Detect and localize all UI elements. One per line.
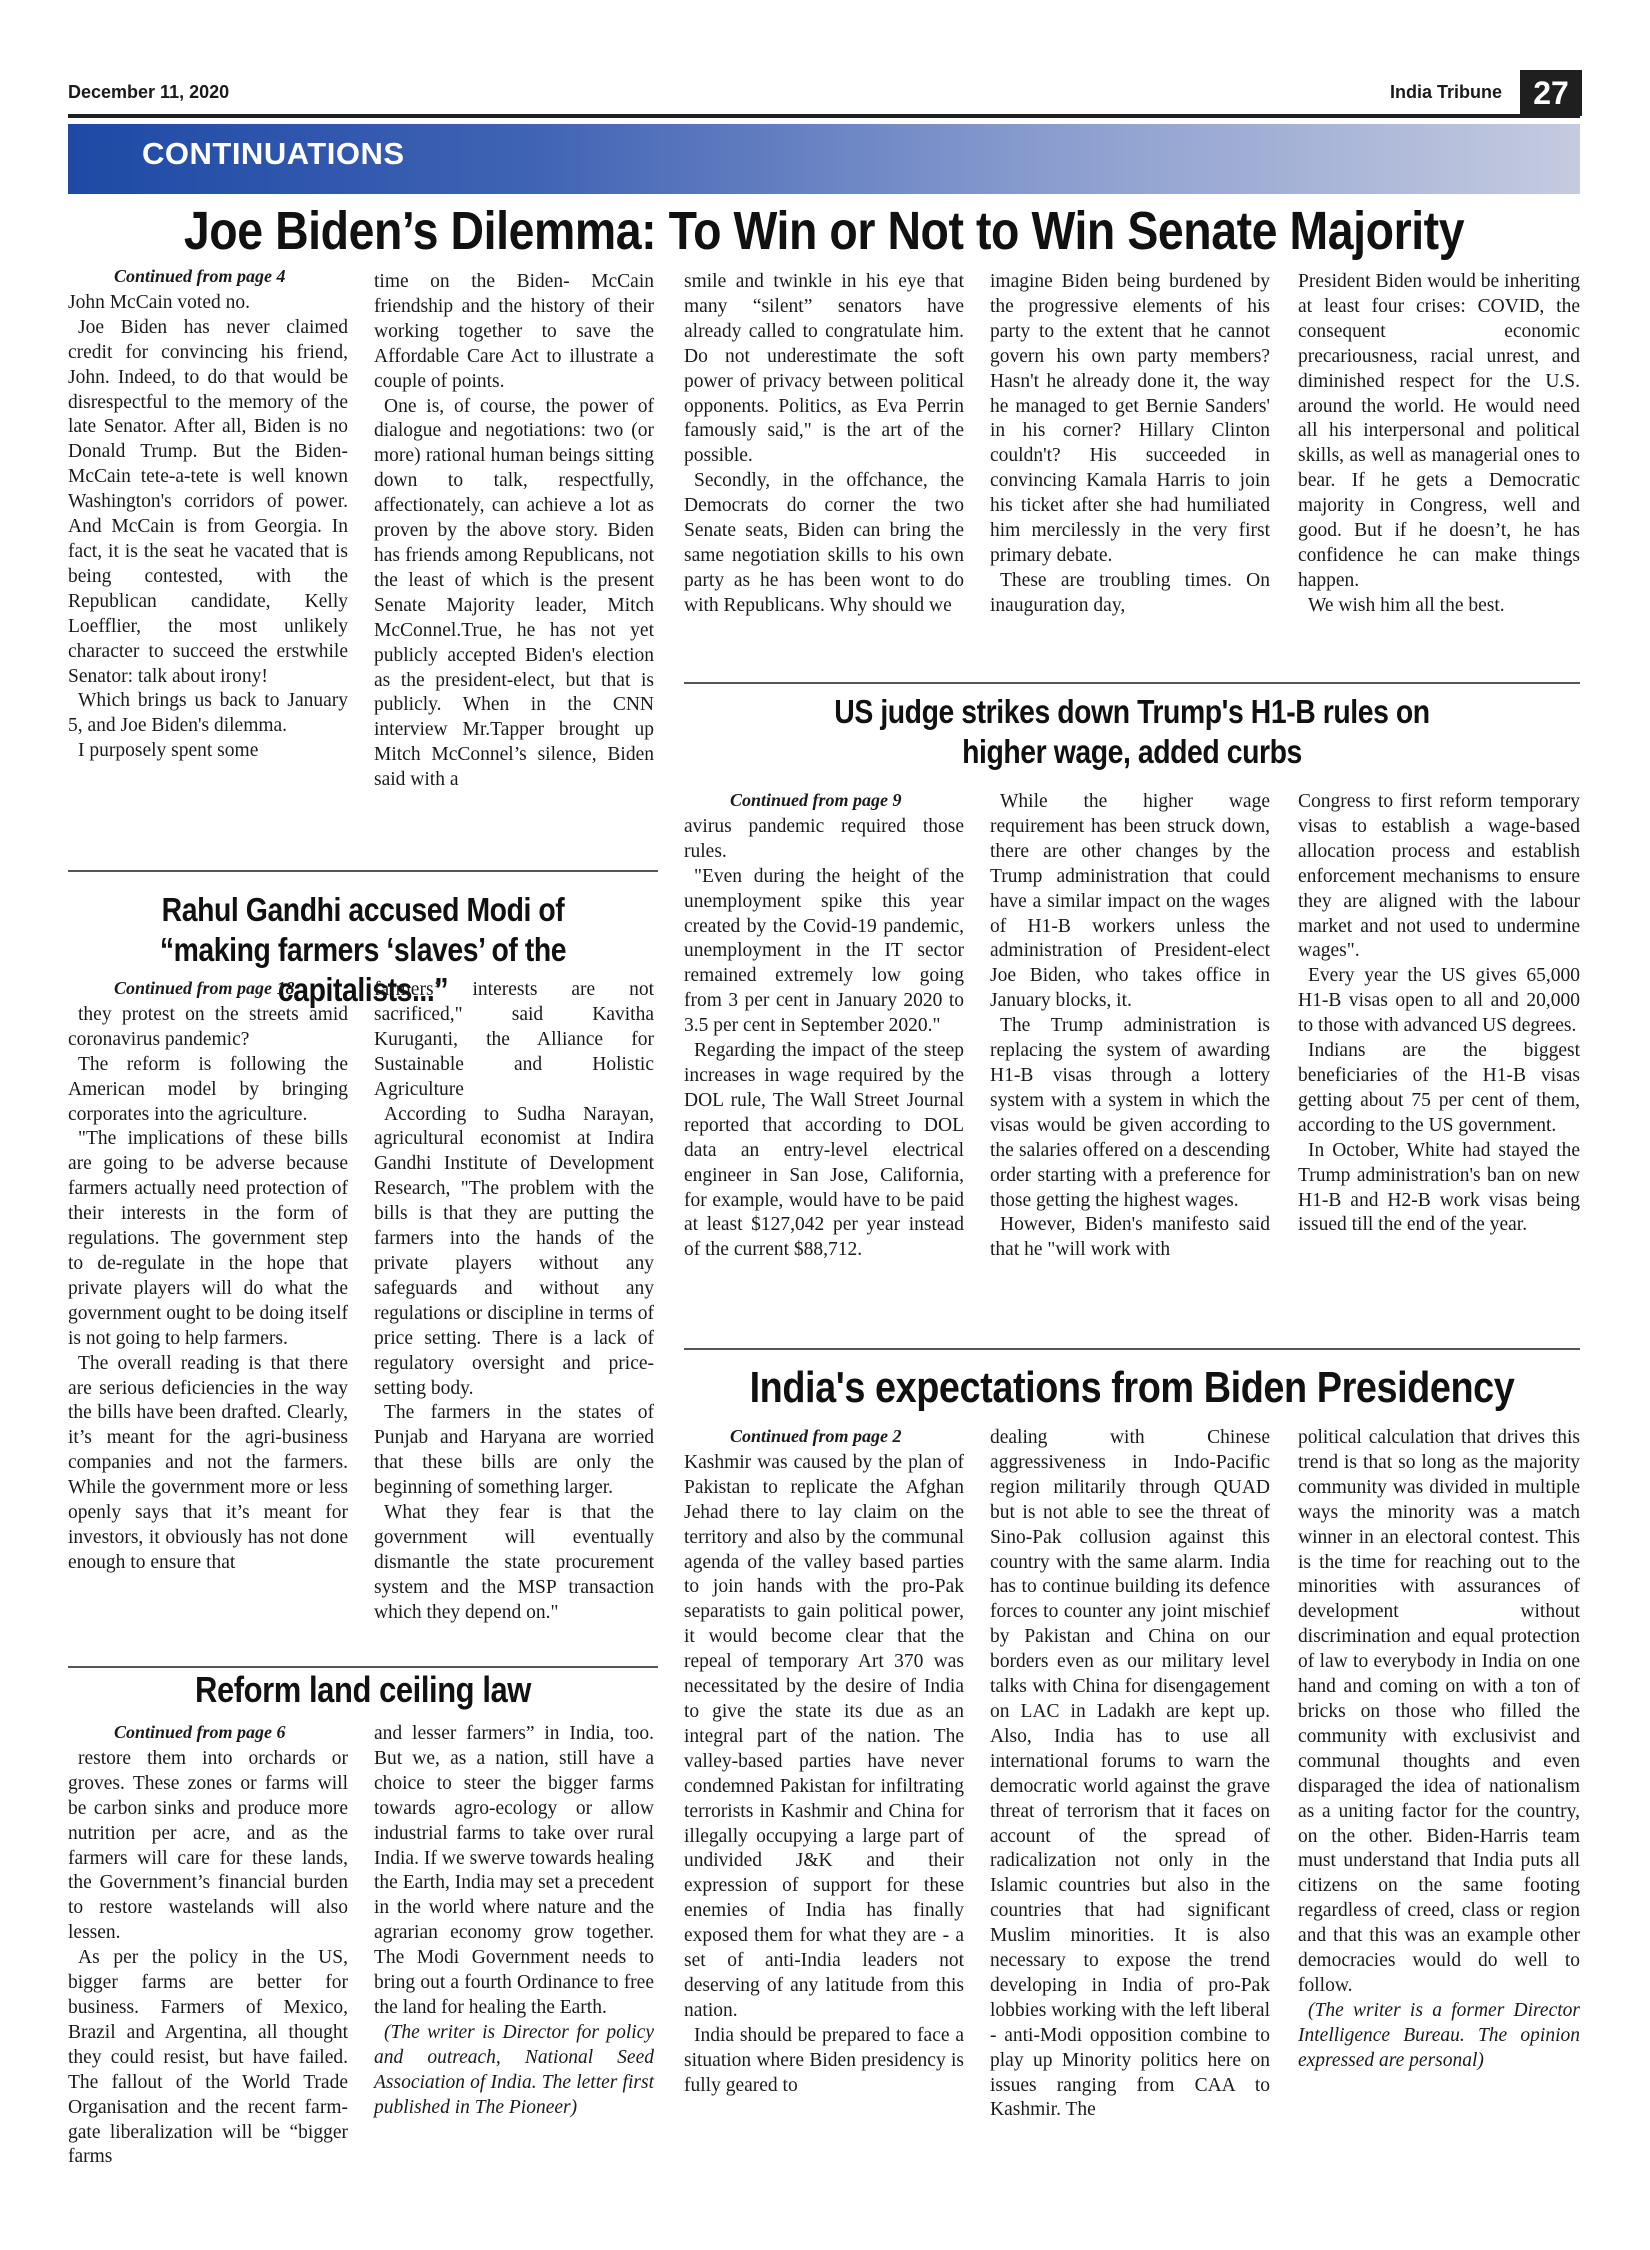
article1-column-5 [1298, 270, 1580, 619]
paragraph: However, Biden's manifesto said that he "will work with [990, 1214, 1270, 1261]
paragraph: "Even during the height of the unemployment spike this year created by the Covid-19 pandemic, unemployment in the IT sector remained extremely low going from 3 per cent in January 2020 to 3.5 per cent in September 2020." [684, 865, 964, 1037]
article5-column-1 [684, 1424, 964, 2098]
paragraph: and lesser farmers” in India, too. But we, as a nation, still have a choice to steer the bigger farms towards agro-ecology or allow industrial farms to take over rural India. If we swerve towards healing the Earth, India may set a precedent in the world where nature and the agrarian economy grow together. The Modi Government needs to bring out a fourth Ordinance to free the land for healing the Earth. [374, 1723, 654, 2018]
paragraph: Secondly, in the offchance, the Democrats do corner the two Senate seats, Biden can bring the same negotiation skills to his own party as he has been wont to do with Republicans. Why should we [684, 470, 964, 616]
paragraph: The Trump administration is replacing the system of awarding H1-B visas through a lottery system with a system in which the visas would be given according to the salaries offered on a descending order starting with a preference for those getting the highest wages. [990, 1015, 1270, 1211]
article1-column-3 [684, 270, 964, 619]
paragraph: According to Sudha Narayan, agricultural economist at Indira Gandhi Institute of Development Research, "The problem with the bills is that they are putting the farmers into the hands of the private players without any safeguards and without any regulations or discipline in terms of price setting. There is a lack of regulatory oversight and price-setting body. [374, 1103, 654, 1399]
paragraph: The overall reading is that there are serious deficiencies in the way the bills have been drafted. Clearly, it’s meant for the agri-business companies and not the farmers. While the government more or less openly says that it’s meant for investors, it obviously has not done enough to ensure that [68, 1352, 348, 1573]
divider [684, 682, 1580, 684]
article2-headline-line1: US judge strikes down Trump's H1-B rules on [834, 693, 1430, 730]
article2-column-3 [1298, 790, 1580, 1238]
paragraph: India should be prepared to face a situation where Biden presidency is fully geared to [684, 2024, 964, 2096]
article3-continued-label: Continued from page 18 [114, 978, 295, 998]
paragraph: While the higher wage requirement has been struck down, there are other changes by the Trump administration that could have a similar impact on the wages of H1-B workers unless the administration of President-elect Joe Biden, who takes office in January blocks, it. [990, 791, 1270, 1012]
paragraph: One is, of course, the power of dialogue and negotiations: two (or more) rational human beings sitting down to talk, respectfully, affectionately, can achieve a lot as proven by the above story. Biden has friends among Republicans, not the least of which is the present Senate Majority leader, Mitch McConnel.True, he has not yet publicly accepted Biden's election as the president-elect, but that is publicly. When in the CNN interview Mr.Tapper brought up Mitch McConnel’s silence, Biden said with a [374, 395, 654, 791]
article5-column-2 [990, 1426, 1270, 2123]
article5-continued-label: Continued from page 2 [730, 1426, 902, 1446]
paragraph: What they fear is that the government will eventually dismantle the state procurement system and the MSP transaction which they depend on." [374, 1502, 654, 1623]
article3-headline-line1: Rahul Gandhi accused Modi of [161, 891, 565, 928]
paragraph: "The implications of these bills are going to be adverse because farmers actually need protection of their interests in the form of regulations. The government step to de-regulate in the hope that private players will do what the government ought to be doing itself is not going to help farmers. [68, 1128, 348, 1349]
paragraph: I purposely spent some [78, 740, 259, 762]
article2-column-2 [990, 790, 1270, 1263]
page-number: 27 [1520, 70, 1582, 116]
article3-headline-line2: “making farmers ‘slaves’ of the capitalists...” [159, 931, 567, 1008]
article4-continued-label: Continued from page 6 [114, 1722, 286, 1742]
article2-continued-label: Continued from page 9 [730, 790, 902, 810]
paragraph: In October, White had stayed the Trump administration's ban on new H1-B and H2-B work visas being issued till the end of the year. [1298, 1139, 1580, 1236]
paragraph: smile and twinkle in his eye that many “silent” senators have already called to congratulate him. Do not underestimate the soft power of privacy between political opponents. Politics, as Eva Perrin famously said," is the art of the possible. [684, 271, 964, 467]
section-banner [68, 124, 1580, 194]
article1-column-2 [374, 270, 654, 793]
article4-column-2 [374, 1722, 654, 2121]
paragraph: The farmers in the states of Punjab and Haryana are worried that these bills are only the beginning of something larger. [374, 1402, 654, 1499]
article3-column-1 [68, 976, 348, 1576]
paragraph: John McCain voted no. [68, 291, 250, 313]
article5-column-3 [1298, 1426, 1580, 2074]
paragraph: Which brings us back to January 5, and Joe Biden's dilemma. [68, 690, 348, 737]
article4-headline: Reform land ceiling law [195, 1669, 531, 1710]
divider [68, 1666, 658, 1668]
paragraph: Kashmir was caused by the plan of Pakistan to replicate the Afghan Jehad there to lay claim on the territory and also by the communal agenda of the valley based parties to join hands with the pro-Pak separatists to gain political power, it would become clear that the repeal of temporary Art 370 was necessitated by the desire of India to give the state its due as an integral part of the nation. The valley-based parties have never condemned Pakistan for infiltrating terrorists in Kashmir and China for illegally occupying a large part of undivided J&K and their expression of support for these enemies of India has finally exposed them for what they are - a set of anti-India leaders not deserving of any latitude from this nation. [684, 1451, 964, 2021]
divider [684, 1348, 1580, 1350]
paragraph: We wish him all the best. [1308, 594, 1505, 616]
article2-column-1 [684, 788, 964, 1263]
article2-headline [747, 692, 1518, 772]
paragraph: As per the policy in the US, bigger farms are better for business. Farmers of Mexico, Brazil and Argentina, all thought they could resist, but have failed. The fallout of the World Trade Organisation and the recent farm-gate liberalization will be “bigger farms [68, 1947, 348, 2168]
paragraph: imagine Biden being burdened by the progressive elements of his party to the extent that he cannot govern his own party members? Hasn't he already done it, the way he managed to get Bernie Sanders' in his corner? Hillary Clinton couldn't? His succeeded in convincing Kamala Harris to join his ticket after she had humiliated him mercilessly in the very first primary debate. [990, 271, 1270, 566]
paragraph: they protest on the streets amid coronavirus pandemic? [68, 1003, 348, 1050]
paragraph: restore them into orchards or groves. These zones or farms will be carbon sinks and produce more nutrition per acre, and as the farmers will care for these lands, the Government’s financial burden to restore wastelands will also lessen. [68, 1747, 348, 1944]
section-title: CONTINUATIONS [142, 136, 405, 171]
author-note: (The writer is Director for policy and outreach, National Seed Association of India. The letter first published in The Pioneer) [374, 2021, 654, 2118]
article5-headline: India's expectations from Biden Presidency [749, 1363, 1515, 1412]
paragraph: political calculation that drives this trend is that so long as the majority community was divided in multiple ways the minority was a match winner in an electoral contest. This is the time for reaching out to the minorities with assurances of development without discrimination and equal protection of law to everybody in India on one hand and coming on with a ton of bricks on those who filled the community with exclusivist and communal thoughts and even disparaged the idea of nationalism as a uniting factor for the country, on the other. Biden-Harris team must understand that India puts all citizens on the same footing regardless of creed, class or region and that this was an example other democracies would do well to follow. [1298, 1427, 1580, 1996]
article1-headline: Joe Biden’s Dilemma: To Win or Not to Win Senate Majority [183, 201, 1465, 261]
paragraph: These are troubling times. On inauguration day, [990, 569, 1270, 616]
article2-headline-line2: higher wage, added curbs [962, 733, 1302, 770]
paragraph: Regarding the impact of the steep increases in wage required by the DOL rule, The Wall Street Journal reported that according to DOL data an entry-level electrical engineer in San Jose, California, for example, would have to be paid at least $127,042 per year instead of the current $88,712. [684, 1040, 964, 1261]
article1-column-1 [68, 264, 348, 764]
paragraph: avirus pandemic required those rules. [684, 815, 964, 862]
issue-date: December 11, 2020 [68, 82, 230, 102]
paragraph: Indians are the biggest beneficiaries of the H1-B visas getting about 75 per cent of them, according to the US government. [1298, 1040, 1580, 1136]
article1-continued-label: Continued from page 4 [114, 266, 286, 286]
paragraph: dealing with Chinese aggressiveness in Indo-Pacific region militarily through QUAD but is not able to see the threat of Sino-Pak collusion against this country with the same alarm. India has to continue building its defence forces to counter any joint mischief by Pakistan and China on our borders even as our military level talks with China for disengagement on LAC in Ladakh are kept up. Also, India has to use all international forums to warn the democratic world against the grave threat of terrorism that it faces on account of the spread of radicalization not only in the Islamic countries but also in the countries that had significant Muslim minorities. It is also necessary to expose the trend developing in India of pro-Pak lobbies working with the left liberal - anti-Modi opposition combine to play up Minority politics here on issues ranging from CAA to Kashmir. The [990, 1427, 1270, 2121]
author-note: (The writer is a former Director Intelligence Bureau. The opinion expressed are personal) [1298, 1999, 1580, 2071]
paragraph: President Biden would be inheriting at least four crises: COVID, the consequent economic precariousness, racial unrest, and diminished respect for the U.S. around the world. He would need all his interpersonal and political skills, as well as managerial ones to bear. If he gets a Democratic majority in Congress, well and good. But if he doesn’t, he has confidence he can make things happen. [1298, 271, 1580, 591]
article1-column-4 [990, 270, 1270, 619]
publication-name: India Tribune [1389, 82, 1502, 102]
paragraph: Congress to first reform temporary visas to establish a wage-based allocation process and establish enforcement mechanisms to ensure they are aligned with the labour market and not used to undermine wages". [1298, 791, 1580, 962]
paragraph: time on the Biden- McCain friendship and the history of their working together to save the Affordable Care Act to illustrate a couple of points. [374, 271, 654, 392]
paragraph: The reform is following the American model by bringing corporates into the agriculture. [68, 1053, 348, 1125]
article4-column-1 [68, 1720, 348, 2170]
article3-column-2 [374, 978, 654, 1626]
header-rule [68, 114, 1580, 118]
paragraph: Joe Biden has never claimed credit for convincing his friend, John. Indeed, to do that would be disrespectful to the memory of the late Senator. After all, Biden is no Donald Trump. But the Biden-McCain tete-a-tete is well known Washington's corridors of power. And McCain is from Georgia. In fact, it is the seat he vacated that is being contested, with the Republican candidate, Kelly Loefflier, the most unlikely character to succeed the erstwhile Senator: talk about irony! [68, 316, 348, 687]
paragraph: farmers’ interests are not sacrificed," said Kavitha Kuruganti, the Alliance for Sustainable and Holistic Agriculture [374, 979, 654, 1100]
divider [68, 870, 658, 872]
paragraph: Every year the US gives 65,000 H1-B visas open to all and 20,000 to those with advanced US degrees. [1298, 965, 1580, 1037]
